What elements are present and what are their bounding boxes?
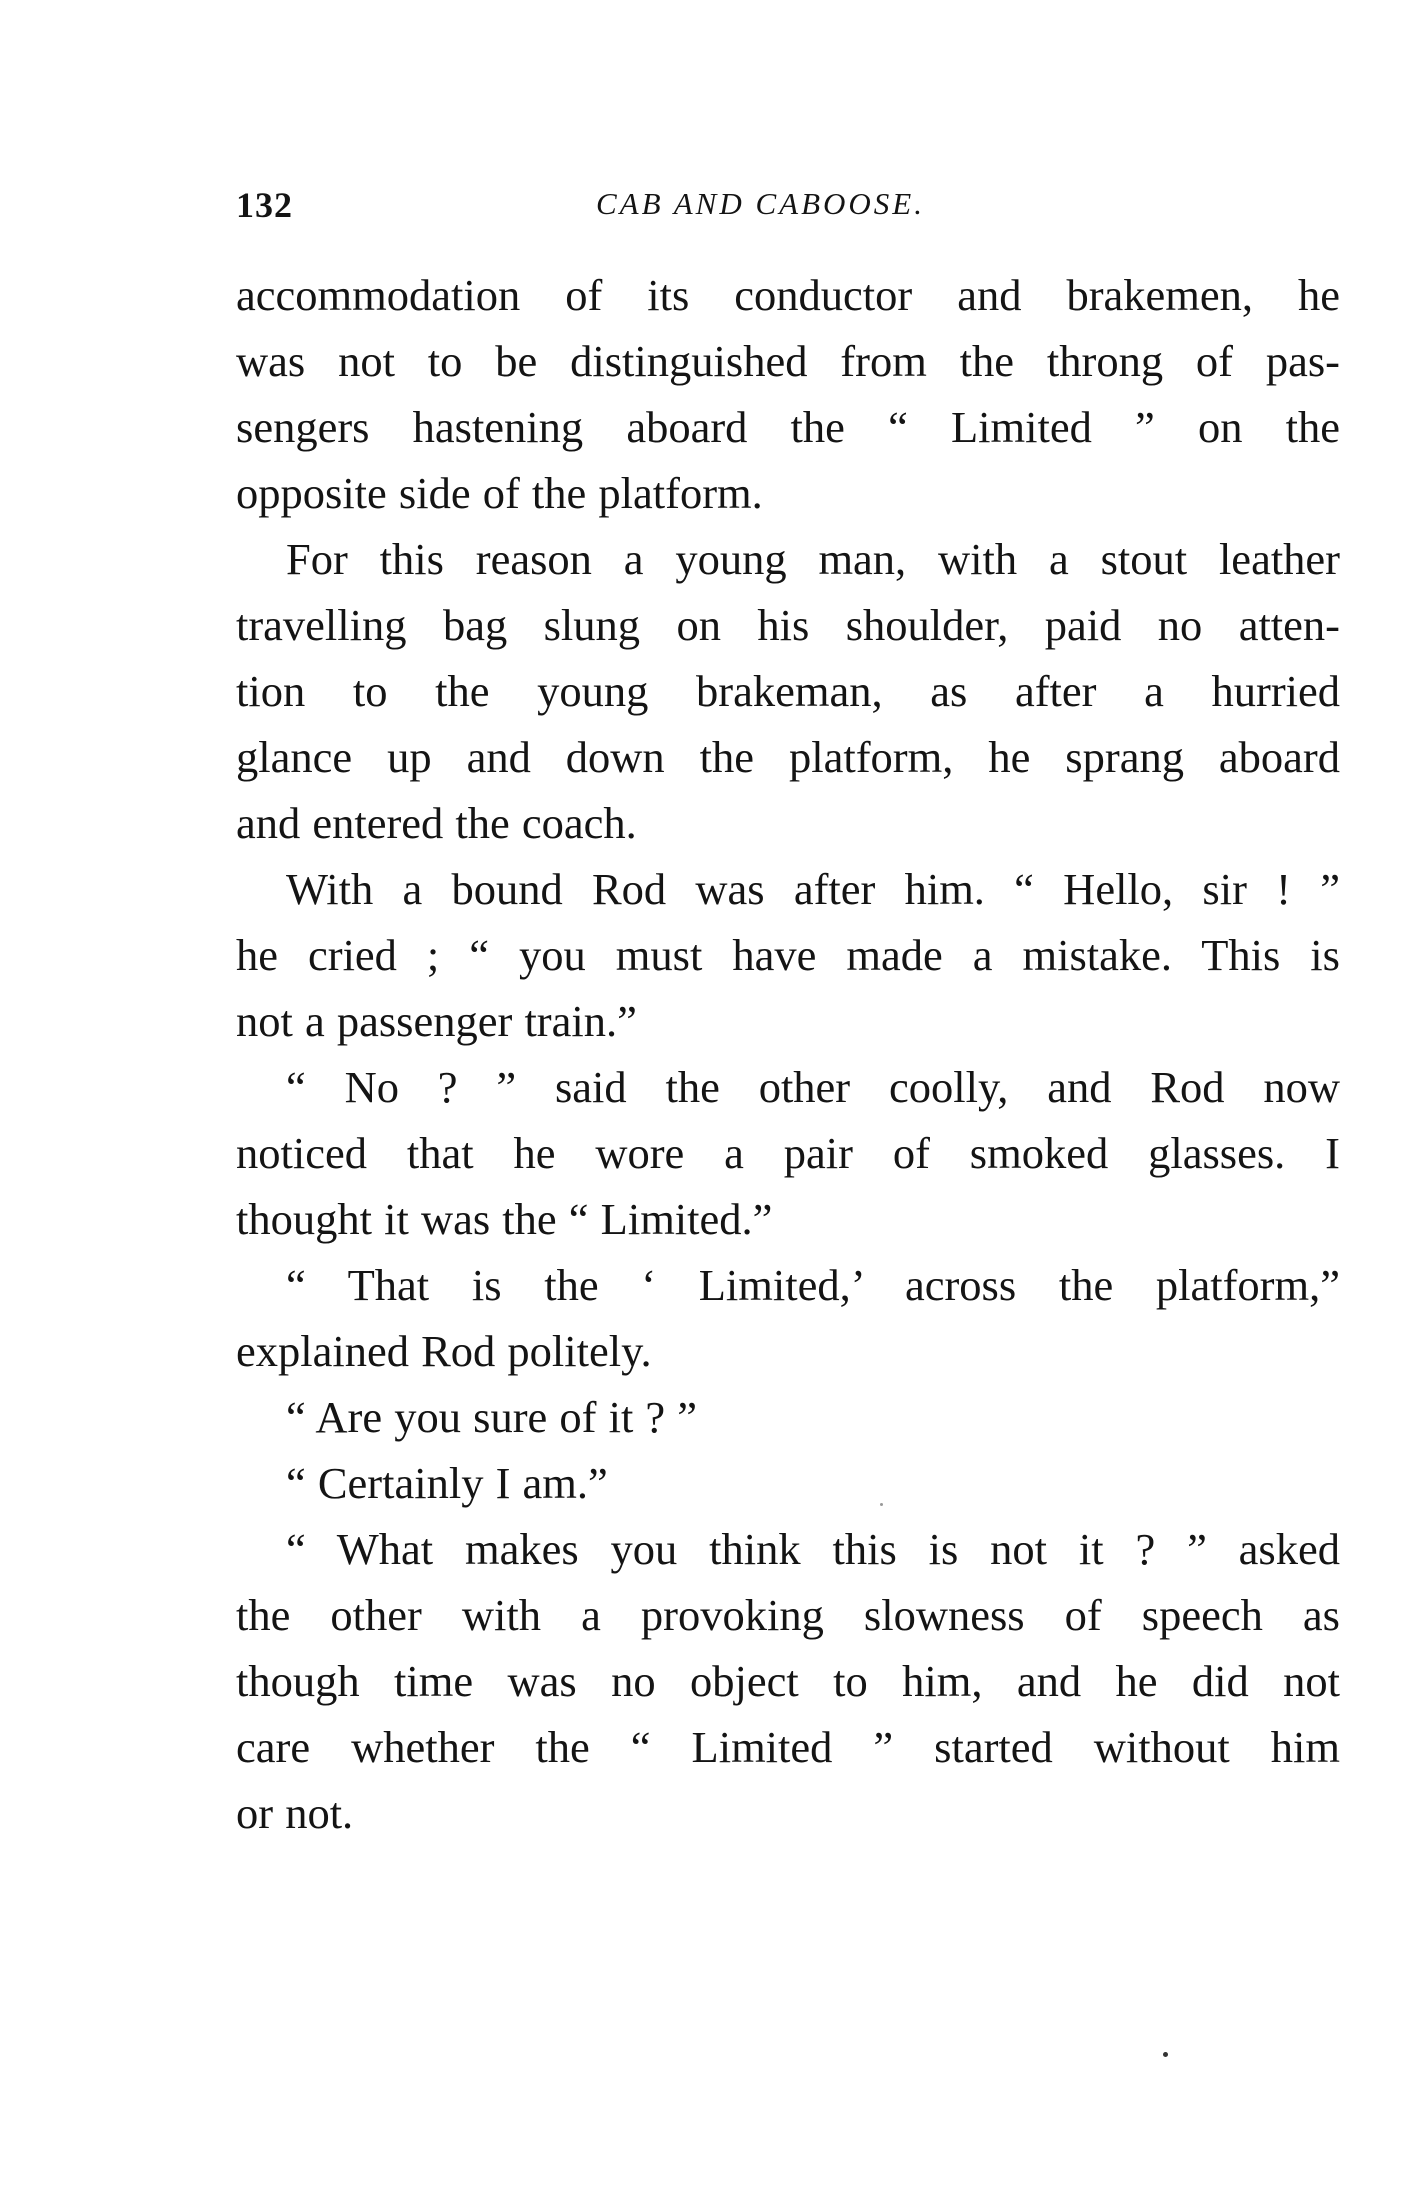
text-line: the other with a provoking slowness of speech as (236, 1590, 1340, 1640)
text-line: sengers hastening aboard the “ Limited ” on the (236, 402, 1340, 452)
paragraph (236, 1384, 1340, 1450)
text-line: “ That is the ‘ Limited,’ across the platform,” (286, 1260, 1340, 1310)
text-line: noticed that he wore a pair of smoked glasses. I (236, 1128, 1340, 1178)
text-line: though time was no object to him, and he did not (236, 1656, 1340, 1706)
print-speck (880, 1503, 883, 1506)
paragraph (236, 1054, 1340, 1252)
text-line: or not. (236, 1788, 354, 1838)
text-line: For this reason a young man, with a stout leather (286, 534, 1340, 584)
text-line: With a bound Rod was after him. “ Hello, sir ! ” (286, 864, 1340, 914)
text-line: was not to be distinguished from the throng of pas- (236, 336, 1340, 386)
text-line: “ What makes you think this is not it ? ” asked (286, 1524, 1340, 1574)
text-line: travelling bag slung on his shoulder, paid no atten- (236, 600, 1340, 650)
paragraph (236, 856, 1340, 1054)
text-line: explained Rod politely. (236, 1326, 652, 1376)
text-line: glance up and down the platform, he sprang aboard (236, 732, 1340, 782)
running-head (236, 176, 1340, 232)
paragraph (236, 1450, 1340, 1516)
text-line: accommodation of its conductor and brakemen, he (236, 270, 1340, 320)
page-number: 132 (236, 185, 293, 225)
text-line: “ Certainly I am.” (286, 1458, 608, 1508)
print-speck (1163, 2052, 1168, 2057)
text-line: “ No ? ” said the other coolly, and Rod now (286, 1062, 1340, 1112)
running-title: CAB AND CABOOSE. (596, 186, 925, 221)
paragraph (236, 1252, 1340, 1384)
body-text (236, 262, 1340, 1846)
text-line: “ Are you sure of it ? ” (286, 1392, 698, 1442)
paragraph (236, 526, 1340, 856)
text-line: tion to the young brakeman, as after a hurried (236, 666, 1340, 716)
paragraph (236, 1516, 1340, 1846)
text-line: thought it was the “ Limited.” (236, 1194, 773, 1244)
text-line: he cried ; “ you must have made a mistake. This is (236, 930, 1340, 980)
text-line: care whether the “ Limited ” started without him (236, 1722, 1340, 1772)
text-line: not a passenger train.” (236, 996, 637, 1046)
text-line: and entered the coach. (236, 798, 637, 848)
text-line: opposite side of the platform. (236, 468, 763, 518)
paragraph (236, 262, 1340, 526)
